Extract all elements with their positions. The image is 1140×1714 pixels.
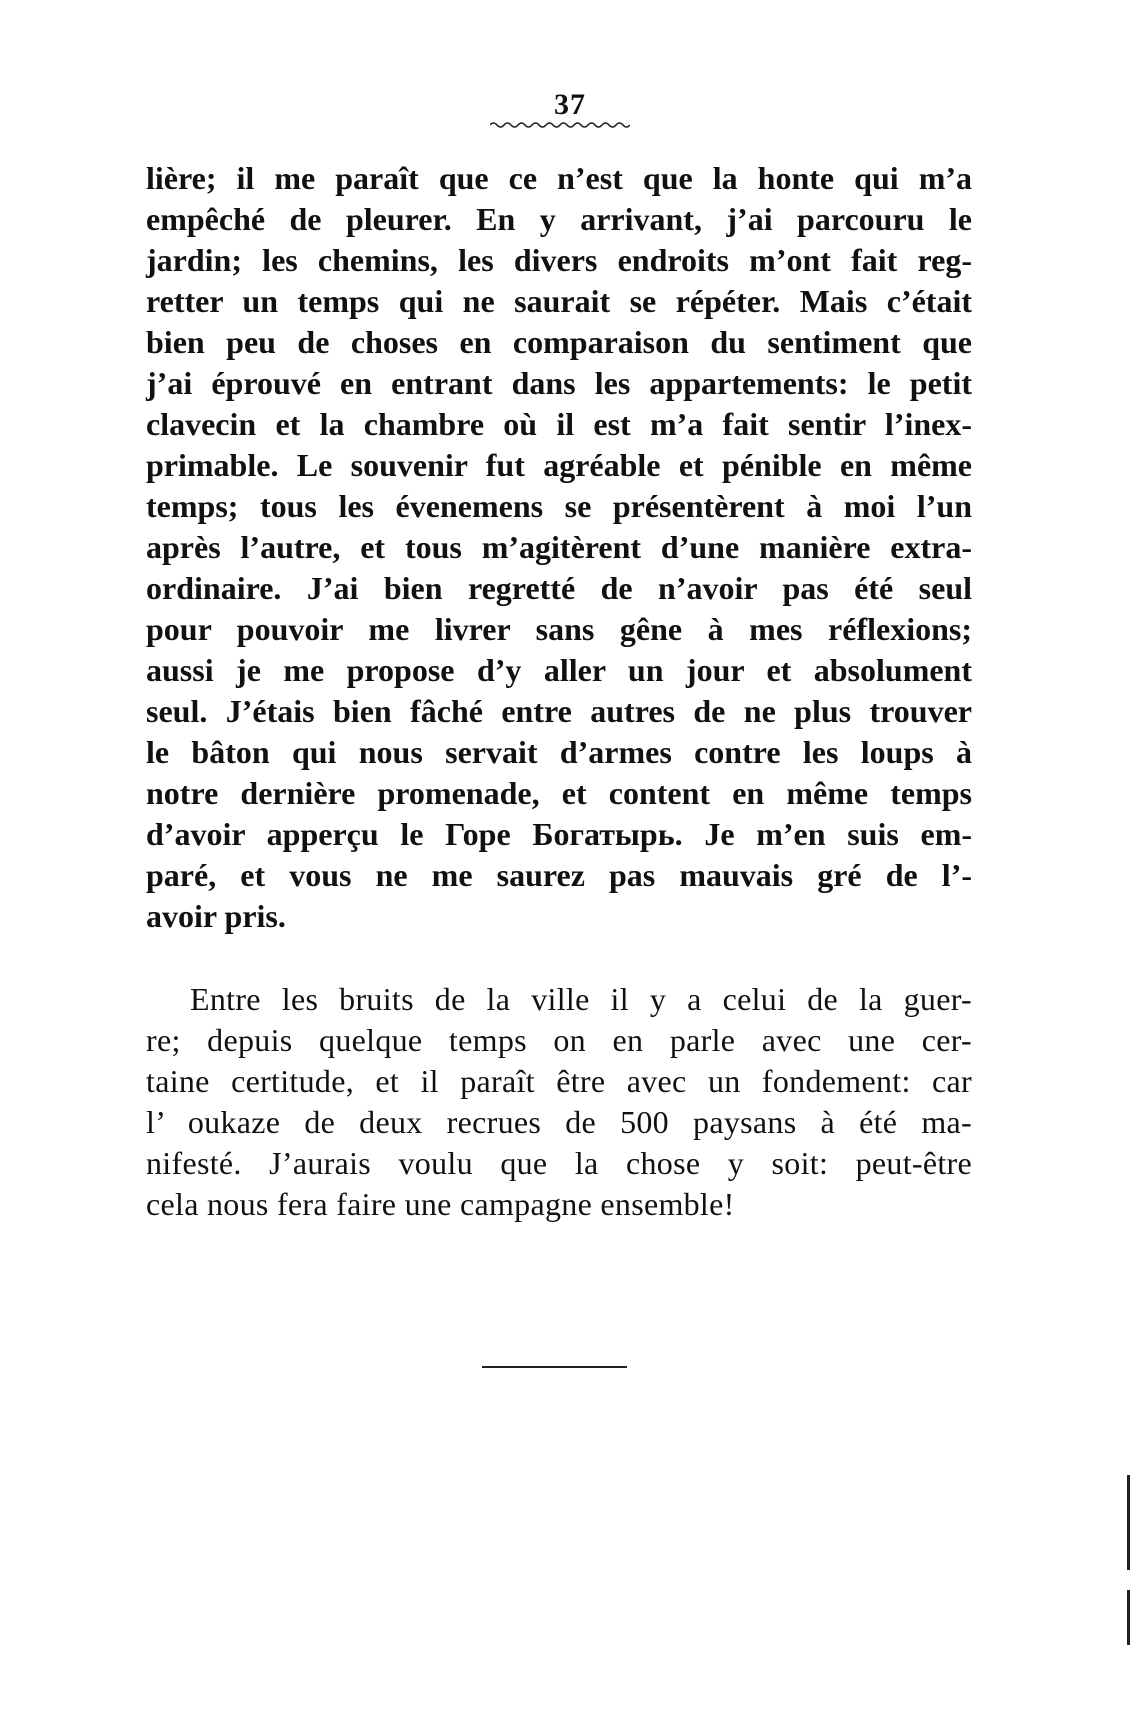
text-line: ordinaire. J’ai bien regretté de n’avoir pas été seul <box>146 570 972 606</box>
page-number-ornament <box>490 120 630 130</box>
text-line: retter un temps qui ne saurait se répéter. Mais c’était <box>146 283 972 319</box>
paragraph <box>146 158 972 937</box>
page-number: 37 <box>554 88 586 121</box>
text-line: l’ oukaze de deux recrues de 500 paysans à été ma- <box>146 1104 972 1140</box>
text-line: jardin; les chemins, les divers endroits m’ont fait reg- <box>146 242 972 278</box>
text-line: d’avoir apperçu le Горе Богатырь. Je m’en suis em- <box>146 816 972 852</box>
scan-edge-mark <box>1127 1475 1130 1570</box>
text-line: lière; il me paraît que ce n’est que la honte qui m’a <box>146 160 972 196</box>
text-line: taine certitude, et il paraît être avec un fondement: car <box>146 1063 972 1099</box>
text-line: cela nous fera faire une campagne ensemble! <box>146 1186 735 1222</box>
text-line: empêché de pleurer. En y arrivant, j’ai parcouru le <box>146 201 972 237</box>
text-line: avoir pris. <box>146 898 286 934</box>
paragraph-gap <box>146 937 972 979</box>
text-line: aussi je me propose d’y aller un jour et absolument <box>146 652 972 688</box>
text-line: le bâton qui nous servait d’armes contre les loups à <box>146 734 972 770</box>
text-line: seul. J’étais bien fâché entre autres de ne plus trouver <box>146 693 972 729</box>
paragraph <box>146 979 972 1225</box>
text-line: Entre les bruits de la ville il y a celui de la guer- <box>190 981 972 1017</box>
text-line: temps; tous les évenemens se présentèrent à moi l’un <box>146 488 972 524</box>
text-line: clavecin et la chambre où il est m’a fait sentir l’inex- <box>146 406 972 442</box>
text-line: bien peu de choses en comparaison du sentiment que <box>146 324 972 360</box>
text-line: paré, et vous ne me saurez pas mauvais gré de l’- <box>146 857 972 893</box>
text-line: j’ai éprouvé en entrant dans les appartements: le petit <box>146 365 972 401</box>
body-text <box>146 158 972 1225</box>
text-line: nifesté. J’aurais voulu que la chose y soit: peut-être <box>146 1145 972 1181</box>
text-line: re; depuis quelque temps on en parle avec une cer- <box>146 1022 972 1058</box>
text-line: pour pouvoir me livrer sans gêne à mes réflexions; <box>146 611 972 647</box>
text-line: après l’autre, et tous m’agitèrent d’une manière extra- <box>146 529 972 565</box>
scan-edge-mark <box>1127 1590 1130 1645</box>
text-line: notre dernière promenade, et content en même temps <box>146 775 972 811</box>
text-line: primable. Le souvenir fut agréable et pénible en même <box>146 447 972 483</box>
end-rule <box>482 1366 627 1368</box>
